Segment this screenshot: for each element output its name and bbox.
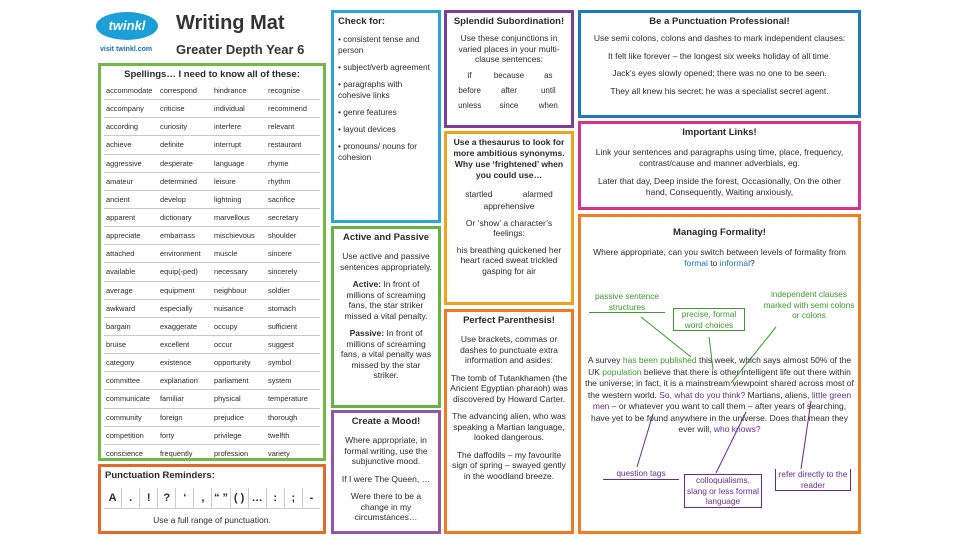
spelling-word: system <box>266 372 320 390</box>
check-item: • consistent tense and person <box>338 34 420 55</box>
spelling-word: existence <box>158 354 212 372</box>
show-feelings-example: his breathing quickened her heart raced sweat trickled gasping for air <box>456 244 562 276</box>
conjunction-word: because <box>493 70 525 80</box>
check-item: • genre features <box>338 107 397 117</box>
passive-example <box>338 328 434 381</box>
conjunction-word: since <box>499 100 519 110</box>
links-text: Link your sentences and paragraphs using time, place, frequency, contrast/cause and manner adverbials, eg. <box>595 147 844 168</box>
parenthesis-example-2: The advancing alien, who was speaking a Martian language, looked dangerous. <box>452 411 566 442</box>
formal-word: formal <box>684 257 708 268</box>
spelling-word: hindrance <box>212 82 266 100</box>
conjunction-word: until <box>540 85 556 95</box>
label-colloquialisms: colloquialisms, slang or less formal language <box>684 474 762 508</box>
para-highlight-formal: population <box>602 366 642 377</box>
professional-example-1: It felt like forever – the longest six weeks holiday of all time. <box>608 50 831 61</box>
spelling-word: frequently <box>158 445 212 461</box>
spelling-word: sincere <box>266 245 320 263</box>
informal-word: informal <box>719 257 750 268</box>
question-text: Where appropriate, can you switch between levels of formality from <box>593 247 846 257</box>
links-title: Important Links! <box>682 127 757 138</box>
punctuation-mark: . <box>122 488 140 508</box>
punctuation-mark: , <box>194 488 212 508</box>
spelling-word: shoulder <box>266 227 320 245</box>
spelling-word: curiosity <box>158 118 212 136</box>
spelling-word: average <box>104 282 158 300</box>
punctuation-reminders-panel <box>98 464 326 534</box>
spelling-word: interrupt <box>212 136 266 154</box>
spelling-word: thorough <box>266 409 320 427</box>
professional-intro: Use semi colons, colons and dashes to mark independent clauses: <box>593 33 846 43</box>
label-question-tags: question tags <box>603 468 679 480</box>
thesaurus-title: Use a thesaurus to look for more ambitious synonyms. Why use ‘frightened’ when you could use… <box>453 137 565 180</box>
label-precise-formal: precise, formal word choices <box>673 308 745 331</box>
spelling-word: aggressive <box>104 155 158 173</box>
check-for-title: Check for: <box>338 16 385 27</box>
check-item: • pronouns/ nouns for cohesion <box>338 141 418 162</box>
important-links-panel <box>578 121 861 210</box>
subordination-intro: Use these conjunctions in varied places in your multi-clause sentences: <box>458 33 560 64</box>
spelling-word: relevant <box>266 118 320 136</box>
punctuation-mark: ; <box>285 488 303 508</box>
punctuation-footer: Use a full range of punctuation. <box>153 515 271 525</box>
spelling-word: criticise <box>158 100 212 118</box>
question-end: ? <box>749 257 755 268</box>
spelling-word: mischievous <box>212 227 266 245</box>
spelling-word: suggest <box>266 336 320 354</box>
spelling-word: achieve <box>104 136 158 154</box>
professional-title: Be a Punctuation Professional! <box>649 16 790 27</box>
parenthesis-intro: Use brackets, commas or dashes to punctuate extra information and asides: <box>460 334 558 365</box>
para-text: A survey <box>587 355 623 365</box>
mood-panel <box>331 410 441 534</box>
spelling-word: opportunity <box>212 354 266 372</box>
para-text: this week, which says almost 50% of the UK <box>588 355 852 377</box>
show-feelings-text: Or ‘show’ a character’s feelings: <box>465 217 553 238</box>
spelling-word: neighbour <box>212 282 266 300</box>
punctuation-professional-panel <box>578 10 861 118</box>
spellings-title: Spellings… I need to know all of these: <box>124 69 300 80</box>
parenthesis-example-1: The tomb of Tutankhamen (the Ancient Egyptian pharaoh) was discovered by Howard Carter. <box>450 372 568 404</box>
spelling-word: sincerely <box>266 263 320 281</box>
synonym-word: startled <box>465 189 493 199</box>
links-examples: Later that day, Deep inside the forest, Occasionally, On the other hand, Consequently, Waiting anxiously, <box>597 176 841 197</box>
para-text: believe that there is other intelligent life out there within the universe <box>585 366 851 388</box>
spelling-word: bruise <box>104 336 158 354</box>
spelling-word: according <box>104 118 158 136</box>
spelling-word: definite <box>158 136 212 154</box>
spelling-word: physical <box>212 390 266 408</box>
spelling-word: conscience <box>104 445 158 461</box>
mood-intro: Where appropriate, in formal writing, use the subjunctive mood. <box>344 435 428 466</box>
conjunction-word: unless <box>458 100 482 110</box>
spelling-word: accommodate <box>104 82 158 100</box>
spelling-word: rhythm <box>266 173 320 191</box>
spelling-word: leisure <box>212 173 266 191</box>
spelling-word: forty <box>158 427 212 445</box>
spelling-word: marvellous <box>212 209 266 227</box>
spelling-word: individual <box>212 100 266 118</box>
passive-text: In front of millions of screaming fans, a vital penalty was missed by the star striker. <box>340 328 432 380</box>
active-passive-intro: Use active and passive sentences appropriately. <box>340 251 432 272</box>
spelling-word: committee <box>104 372 158 390</box>
spelling-word: lightning <box>212 191 266 209</box>
label-passive-structures: passive sentence structures <box>589 291 665 313</box>
conjunction-word: before <box>458 85 481 95</box>
formality-question <box>587 247 852 268</box>
para-text: ; in fact, it is a mainstream viewpoint shared across most of the western world. <box>587 378 854 400</box>
para-text: Martians, aliens, <box>745 389 812 400</box>
label-independent-clauses: independent clauses marked with semi colons or colons <box>763 289 855 320</box>
spelling-word: recommend <box>266 100 320 118</box>
punctuation-mark: “ ” <box>212 488 230 508</box>
spelling-word: attached <box>104 245 158 263</box>
para-highlight-reader: So, what do you think? <box>659 389 746 400</box>
spelling-word: community <box>104 409 158 427</box>
parenthesis-panel <box>444 309 574 534</box>
check-item: • paragraphs with cohesive links <box>338 79 403 100</box>
parenthesis-title: Perfect Parenthesis! <box>463 315 555 326</box>
spelling-word: temperature <box>266 390 320 408</box>
spelling-word: environment <box>158 245 212 263</box>
spelling-word: embarrass <box>158 227 212 245</box>
spelling-word: excellent <box>158 336 212 354</box>
spelling-word: bargain <box>104 318 158 336</box>
active-text: In front of millions of screaming fans, the star striker missed a vital penalty. <box>344 279 428 321</box>
spelling-word: profession <box>212 445 266 461</box>
spelling-word: apparent <box>104 209 158 227</box>
twinkl-logo[interactable]: twinkl <box>96 12 158 40</box>
spelling-word: sacrifice <box>266 191 320 209</box>
para-highlight-colloquial: little green men <box>592 389 852 411</box>
spelling-word: ancient <box>104 191 158 209</box>
spelling-word: nuisance <box>212 300 266 318</box>
punctuation-mark: ? <box>158 488 176 508</box>
spelling-word: exaggerate <box>158 318 212 336</box>
spelling-word: explanation <box>158 372 212 390</box>
spelling-word: symbol <box>266 354 320 372</box>
spelling-word: restaurant <box>266 136 320 154</box>
spelling-word: interfere <box>212 118 266 136</box>
spelling-word: accompany <box>104 100 158 118</box>
conjunction-word: as <box>544 70 553 80</box>
page-subtitle: Greater Depth Year 6 <box>176 42 305 57</box>
check-item: • subject/verb agreement <box>338 62 430 72</box>
spelling-word: correspond <box>158 82 212 100</box>
conjunction-grid <box>450 71 568 110</box>
punctuation-mark: ‘ <box>176 488 194 508</box>
para-highlight-passive: has been published <box>622 355 697 365</box>
spelling-word: amateur <box>104 173 158 191</box>
spelling-word: secretary <box>266 209 320 227</box>
passive-label: Passive: <box>349 328 385 338</box>
logo-url[interactable]: visit twinkl.com <box>100 46 153 53</box>
punctuation-mark: ( ) <box>231 488 249 508</box>
label-refer-reader: refer directly to the reader <box>775 469 851 491</box>
spelling-word: equip(-ped) <box>158 263 212 281</box>
para-highlight-question: who knows? <box>713 424 761 434</box>
to-word: to <box>710 257 718 268</box>
thesaurus-panel <box>444 131 574 305</box>
spelling-word: language <box>212 155 266 173</box>
spelling-word: privilege <box>212 427 266 445</box>
spelling-word: determined <box>158 173 212 191</box>
spelling-word: occur <box>212 336 266 354</box>
conjunction-word: when <box>538 100 558 110</box>
check-for-panel <box>331 10 441 223</box>
spelling-word: muscle <box>212 245 266 263</box>
conjunction-word: if <box>467 70 472 80</box>
punctuation-marks-row <box>104 488 320 509</box>
mood-example-1: If I were The Queen, … <box>341 473 431 484</box>
spelling-word: twelfth <box>266 427 320 445</box>
spelling-word: parliament <box>212 372 266 390</box>
spelling-word: category <box>104 354 158 372</box>
spelling-word: develop <box>158 191 212 209</box>
spelling-word: sufficient <box>266 318 320 336</box>
check-item: • layout devices <box>338 124 396 134</box>
spelling-word: available <box>104 263 158 281</box>
mood-example-2: Were there to be a change in my circumstances… <box>350 491 422 522</box>
spelling-word: variety <box>266 445 320 461</box>
mood-title: Create a Mood! <box>351 416 421 427</box>
formality-panel <box>578 214 861 534</box>
spelling-word: communicate <box>104 390 158 408</box>
spelling-word: soldier <box>266 282 320 300</box>
parenthesis-example-3: The daffodils – my favourite sign of spring – swayed gently in the woodland breeze. <box>452 449 566 481</box>
subordination-panel <box>444 10 574 128</box>
spellings-grid <box>104 82 320 461</box>
spelling-word: stomach <box>266 300 320 318</box>
synonym-row <box>450 189 568 199</box>
conjunction-word: after <box>500 85 517 95</box>
punctuation-mark: … <box>249 488 267 508</box>
synonym-word: apprehensive <box>483 201 535 211</box>
spelling-word: dictionary <box>158 209 212 227</box>
spelling-word: awkward <box>104 300 158 318</box>
spelling-word: occupy <box>212 318 266 336</box>
formality-title: Managing Formality! <box>673 227 766 238</box>
spelling-word: competition <box>104 427 158 445</box>
professional-example-2: Jack’s eyes slowly opened; there was no one to be seen. <box>612 68 827 78</box>
active-label: Active: <box>352 279 382 289</box>
spelling-word: especially <box>158 300 212 318</box>
page-title: Writing Mat <box>176 12 285 34</box>
punctuation-mark: ! <box>140 488 158 508</box>
synonym-word: alarmed <box>522 189 553 199</box>
punctuation-mark: : <box>267 488 285 508</box>
para-text: – or whatever you want to call them – after years of searching, have yet to be found anywhere in the universe. Does that mean they ever will, <box>590 401 849 434</box>
punctuation-mark: A <box>104 488 122 508</box>
spellings-panel <box>98 63 326 461</box>
spelling-word: appreciate <box>104 227 158 245</box>
formality-paragraph <box>585 355 854 436</box>
spelling-word: recognise <box>266 82 320 100</box>
active-passive-panel <box>331 226 441 408</box>
punctuation-reminders-title: Punctuation Reminders: <box>105 470 215 481</box>
active-example <box>338 279 434 321</box>
subordination-title: Splendid Subordination! <box>453 16 565 27</box>
spelling-word: familiar <box>158 390 212 408</box>
spelling-word: equipment <box>158 282 212 300</box>
spelling-word: prejudice <box>212 409 266 427</box>
spelling-word: necessary <box>212 263 266 281</box>
spelling-word: desperate <box>158 155 212 173</box>
punctuation-mark: - <box>309 492 314 504</box>
spelling-word: rhyme <box>266 155 320 173</box>
active-passive-title: Active and Passive <box>342 232 430 243</box>
spelling-word: foreign <box>158 409 212 427</box>
professional-example-3: They all knew his secret: he was a specialist secret agent. <box>610 85 829 96</box>
